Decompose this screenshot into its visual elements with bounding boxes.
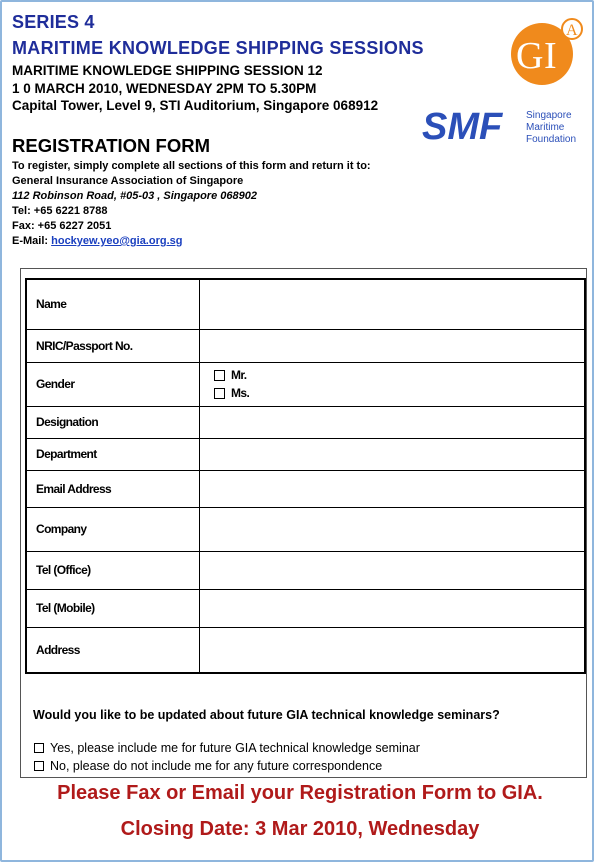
- field-label-name: Name: [26, 279, 200, 329]
- session-venue: Capital Tower, Level 9, STI Auditorium, Singapore 068912: [12, 98, 379, 113]
- gender-option-label: Mr.: [231, 368, 247, 382]
- option-yes-label: Yes, please include me for future GIA technical knowledge seminar: [50, 741, 420, 755]
- registration-instruction: To register, simply complete all sections of this form and return it to:: [12, 160, 371, 172]
- checkbox-no[interactable]: [34, 761, 44, 771]
- field-label-designation: Designation: [26, 406, 200, 438]
- field-label-tel-mobile: Tel (Mobile): [26, 589, 200, 627]
- gender-option-ms[interactable]: [214, 384, 584, 402]
- svg-text:Foundation: Foundation: [526, 134, 577, 145]
- table-row: [26, 551, 585, 589]
- tel-office-field[interactable]: [200, 551, 586, 589]
- table-row: [26, 406, 585, 438]
- company-field[interactable]: [200, 507, 586, 551]
- smf-logo: [422, 106, 588, 146]
- registration-heading: REGISTRATION FORM: [12, 135, 211, 156]
- table-row: [26, 438, 585, 470]
- svg-text:A: A: [566, 22, 578, 39]
- table-row: [26, 470, 585, 507]
- gender-option-mr[interactable]: [214, 366, 584, 384]
- field-label-tel-office: Tel (Office): [26, 551, 200, 589]
- field-label-department: Department: [26, 438, 200, 470]
- checkbox-yes[interactable]: [34, 743, 44, 753]
- name-field[interactable]: [200, 279, 586, 329]
- svg-text:Maritime: Maritime: [526, 122, 565, 133]
- gender-option-label: Ms.: [231, 386, 250, 400]
- email-label: E-Mail:: [12, 235, 52, 247]
- closing-date: Closing Date: 3 Mar 2010, Wednesday: [120, 818, 480, 840]
- table-row: [26, 279, 585, 329]
- designation-field[interactable]: [200, 406, 586, 438]
- svg-text:I: I: [544, 35, 557, 77]
- tel-mobile-field[interactable]: [200, 589, 586, 627]
- address-field[interactable]: [200, 627, 586, 673]
- series-label: SERIES 4: [12, 12, 95, 32]
- field-label-company: Company: [26, 507, 200, 551]
- checkbox-ms[interactable]: [214, 388, 225, 399]
- email-field[interactable]: [200, 470, 586, 507]
- email-link[interactable]: hockyew.yeo@gia.org.sg: [51, 235, 183, 247]
- updates-question: Would you like to be updated about future GIA technical knowledge seminars?: [33, 708, 500, 722]
- table-row: [26, 627, 585, 673]
- gia-logo: [508, 16, 584, 86]
- department-field[interactable]: [200, 438, 586, 470]
- org-email-line: [12, 235, 182, 247]
- session-title: MARITIME KNOWLEDGE SHIPPING SESSION 12: [12, 63, 323, 78]
- table-row: [26, 507, 585, 551]
- org-name: General Insurance Association of Singapore: [12, 175, 244, 187]
- org-fax: Fax: +65 6227 2051: [12, 220, 112, 232]
- svg-text:G: G: [516, 35, 544, 77]
- field-label-gender: Gender: [26, 362, 200, 406]
- session-datetime: 1 0 MARCH 2010, WEDNESDAY 2PM TO 5.30PM: [12, 81, 317, 96]
- nric-field[interactable]: [200, 329, 586, 362]
- field-label-address: Address: [26, 627, 200, 673]
- svg-text:Singapore: Singapore: [526, 110, 572, 121]
- gender-field: [200, 362, 586, 406]
- table-row: [26, 362, 585, 406]
- table-row: [26, 589, 585, 627]
- updates-option-yes[interactable]: [34, 741, 420, 755]
- org-address: 112 Robinson Road, #05-03 , Singapore 068902: [12, 190, 257, 202]
- field-label-nric: NRIC/Passport No.: [26, 329, 200, 362]
- event-title: MARITIME KNOWLEDGE SHIPPING SESSIONS: [12, 38, 424, 58]
- checkbox-mr[interactable]: [214, 370, 225, 381]
- org-tel: Tel: +65 6221 8788: [12, 205, 108, 217]
- registration-table: [25, 278, 586, 674]
- field-label-email: Email Address: [26, 470, 200, 507]
- option-no-label: No, please do not include me for any future correspondence: [50, 759, 383, 773]
- svg-text:SMF: SMF: [422, 106, 503, 146]
- fax-email-instruction: Please Fax or Email your Registration Form to GIA.: [57, 782, 543, 804]
- table-row: [26, 329, 585, 362]
- updates-option-no[interactable]: [34, 759, 382, 773]
